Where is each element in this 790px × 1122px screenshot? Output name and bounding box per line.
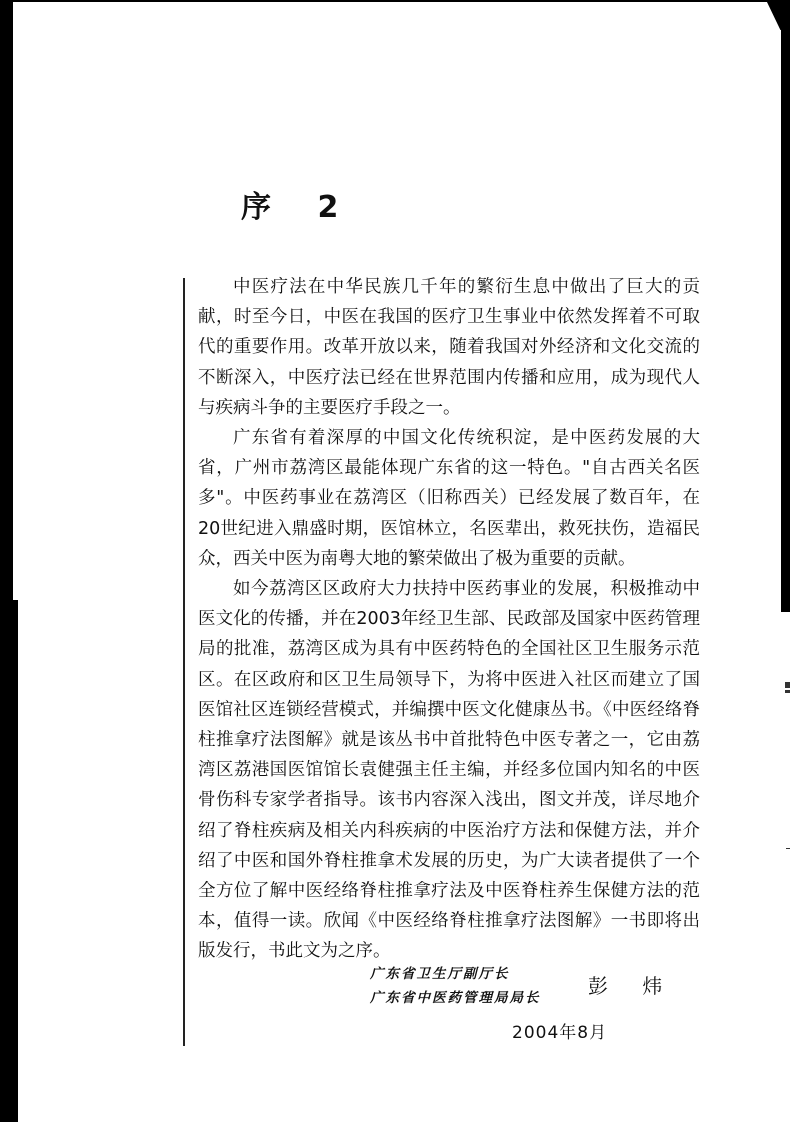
signature-block bbox=[370, 962, 690, 1022]
signature-titles bbox=[370, 962, 541, 1010]
margin-rule bbox=[183, 278, 185, 1046]
signature-name: 彭 炜 bbox=[588, 974, 677, 998]
signature-title: 广东省卫生厅副厅长 bbox=[370, 966, 510, 982]
signature-date: 2004年8月 bbox=[512, 1023, 608, 1043]
scan-speck bbox=[785, 682, 790, 688]
paragraph: 中医疗法在中华民族几千年的繁衍生息中做出了巨大的贡献，时至今日，中医在我国的医疗卫生事业中依然发挥着不可取代的重要作用。改革开放以来，随着我国对外经济和文化交流的不断深入，中医疗法已经在世界范围内传播和应用，成为现代人与疾病斗争的主要医疗手段之一。 bbox=[198, 277, 700, 418]
scan-border-right bbox=[781, 0, 790, 612]
signature-title: 广东省中医药管理局局长 bbox=[370, 990, 541, 1006]
scan-speck bbox=[786, 848, 790, 849]
scan-corner bbox=[766, 0, 790, 30]
scan-border-top bbox=[0, 0, 790, 2]
paragraph: 广东省有着深厚的中国文化传统积淀，是中医药发展的大省，广州市荔湾区最能体现广东省的这一特色。"自古西关名医多"。中医药事业在荔湾区（旧称西关）已经发展了数百年，在20世纪进入鼎盛时期，医馆林立，名医辈出，救死扶伤，造福民众，西关中医为南粤大地的繁荣做出了极为重要的贡献。 bbox=[198, 428, 700, 569]
scan-border-left-lower bbox=[0, 600, 18, 1122]
page-title: 序 2 bbox=[241, 190, 357, 226]
body-text bbox=[198, 272, 700, 967]
paragraph: 如今荔湾区区政府大力扶持中医药事业的发展，积极推动中医文化的传播，并在2003年经卫生部、民政部及国家中医药管理局的批准，荔湾区成为具有中医药特色的全国社区卫生服务示范区。在区政府和区卫生局领导下，为将中医进入社区而建立了国医馆社区连锁经营模式，并编撰中医文化健康丛书。《中医经络脊柱推拿疗法图解》就是该丛书中首批特色中医专著之一，它由荔湾区荔港国医馆馆长袁健强主任主编，并经多位国内知名的中医骨伤科专家学者指导。该书内容深入浅出，图文并茂，详尽地介绍了脊柱疾病及相关内科疾病的中医治疗方法和保健方法，并介绍了中医和国外脊柱推拿术发展的历史，为广大读者提供了一个全方位了解中医经络脊柱推拿疗法及中医脊柱养生保健方法的范本，值得一读。欣闻《中医经络脊柱推拿疗法图解》一书即将出版发行，书此文为之序。 bbox=[198, 579, 700, 962]
scan-speck bbox=[785, 690, 790, 693]
